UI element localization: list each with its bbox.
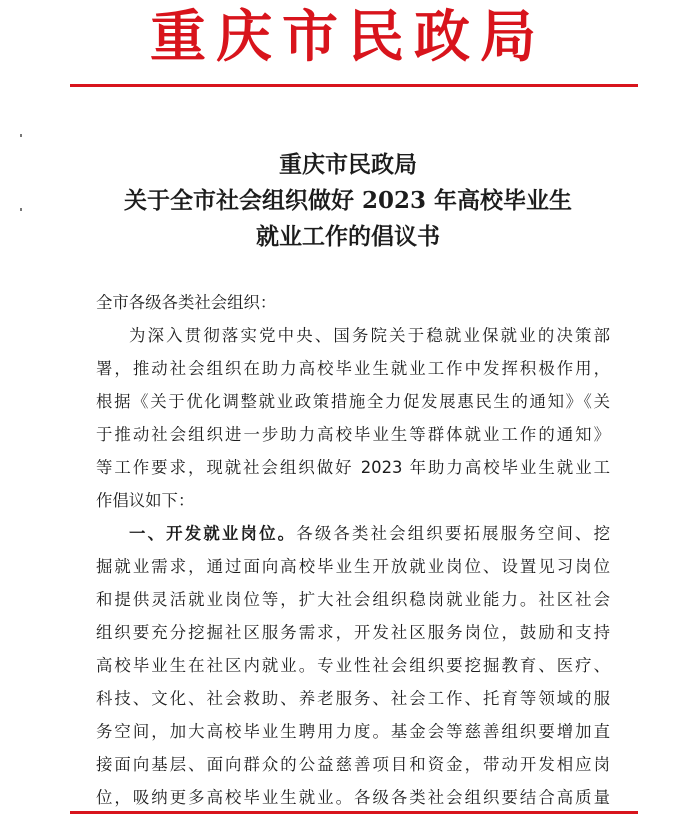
section-1-line-8: 接面向基层、面向群众的公益慈善项目和资金，带动开发相应岗 xyxy=(96,755,610,774)
section-1-line-9: 位，吸纳更多高校毕业生就业。各级各类社会组织要结合高质量 xyxy=(96,788,610,807)
section-1-line-7: 务空间，加大高校毕业生聘用力度。基金会等慈善组织要增加直 xyxy=(96,722,610,741)
intro-line-3: 根据《关于优化调整就业政策措施全力促发展惠民生的通知》《关 xyxy=(96,392,610,411)
section-1-first-line-text: 各级各类社会组织要拓展服务空间、挖 xyxy=(296,524,611,543)
bottom-red-rule xyxy=(70,811,638,814)
section-1-line-5: 高校毕业生在社区内就业。专业性社会组织要挖掘教育、医疗、 xyxy=(96,656,610,675)
intro-line-4: 于推动社会组织进一步助力高校毕业生等群体就业工作的通知》 xyxy=(96,425,610,444)
intro-line-5: 等工作要求，现就社会组织做好 2023 年助力高校毕业生就业工 xyxy=(96,458,610,477)
section-1-line-3: 和提供灵活就业岗位等，扩大社会组织稳岗就业能力。社区社会 xyxy=(96,590,610,609)
intro-line-1: 为深入贯彻落实党中央、国务院关于稳就业保就业的决策部 xyxy=(129,326,610,345)
letterhead-red-rule xyxy=(70,84,638,87)
salutation: 全市各级各类社会组织： xyxy=(96,293,277,312)
document-title-line-2: 关于全市社会组织做好 2023 年高校毕业生 xyxy=(123,187,573,214)
document-title-line-3: 就业工作的倡议书 xyxy=(256,223,440,250)
intro-line-2: 署，推动社会组织在助力高校毕业生就业工作中发挥积极作用， xyxy=(96,359,610,378)
intro-line-6: 作倡议如下： xyxy=(96,491,195,510)
document-title-line-1: 重庆市民政局 xyxy=(279,151,417,178)
scan-edge-mark xyxy=(20,134,22,137)
section-1-line-2: 掘就业需求，通过面向高校毕业生开放就业岗位、设置见习岗位 xyxy=(96,557,610,576)
section-1-line-6: 科技、文化、社会救助、养老服务、社会工作、托育等领域的服 xyxy=(96,689,610,708)
section-1-line-4: 组织要充分挖掘社区服务需求，开发社区服务岗位，鼓励和支持 xyxy=(96,623,610,642)
letterhead-title: 重庆市民政局 xyxy=(150,5,546,70)
section-1-heading: 一、开发就业岗位。 xyxy=(129,524,297,543)
section-1-first-line xyxy=(96,517,610,550)
